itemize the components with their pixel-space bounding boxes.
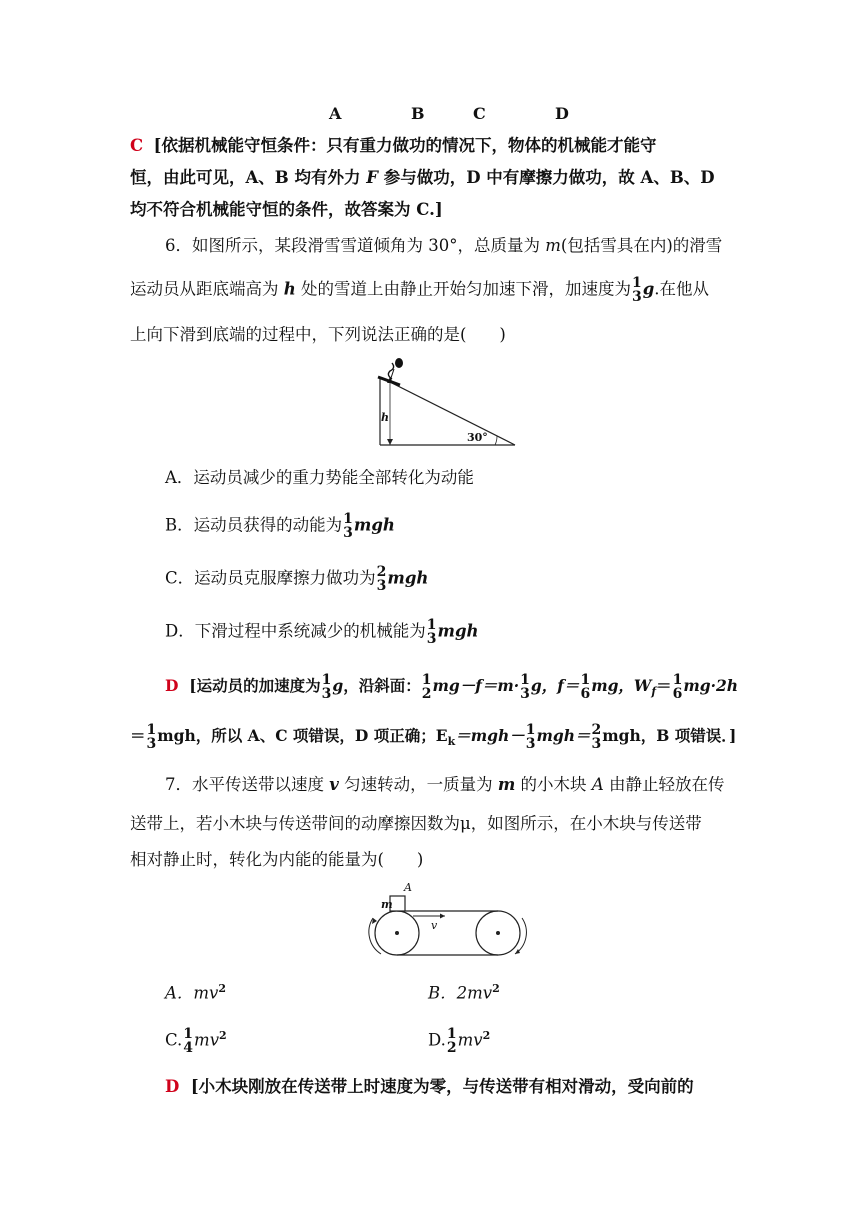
q7-option-a: A．$mv^2$	[165, 982, 227, 1003]
q6-line1: 6．如图所示，某段滑雪雪道倾角为 30°，总质量为 m(包括雪具在内)的滑雪	[165, 236, 723, 255]
label-d: D	[555, 104, 569, 123]
q7-option-d: D. 1 2 $mv^2$	[428, 1026, 491, 1056]
q7-option-b: B．$2mv^2$	[428, 982, 500, 1003]
q6-option-c: C．运动员克服摩擦力做功为 2 3 mgh	[165, 564, 429, 594]
q7-line2: 送带上，若小木块与传送带间的动摩擦因数为μ，如图所示，在小木块与传送带	[130, 814, 702, 833]
q6-line2: 运动员从距底端高为 h 处的雪道上由静止开始匀加速下滑，加速度为 1 3 g.在他从	[130, 275, 710, 305]
q7-line1: 7．水平传送带以速度 v 匀速转动，一质量为 m 的小木块 A 由静止轻放在传	[165, 775, 725, 794]
q6-answer-line1: D [运动员的加速度为 1 3 g，沿斜面： 1 2 mg－f＝m· 1 3 g，f＝ 1 6 mg，$W_f=$ 1 6 mg·2h	[165, 672, 739, 702]
block-a-label: A	[404, 881, 412, 894]
label-c: C	[473, 104, 486, 123]
q7-option-c: C. 1 4 $mv^2$	[165, 1026, 227, 1056]
q5-answer-letter: C	[130, 136, 144, 155]
q6-option-b: B．运动员获得的动能为 1 3 mgh	[165, 511, 395, 541]
block-mass-label: m	[381, 898, 393, 911]
q7-answer-line1: D [小木块刚放在传送带上时速度为零，与传送带有相对滑动，受向前的	[165, 1077, 694, 1096]
label-a: A	[329, 104, 342, 123]
slope-figure	[370, 355, 520, 450]
q5-answer-line1: C [依据机械能守恒条件：只有重力做功的情况下，物体的机械能才能守	[130, 136, 657, 155]
q6-answer-line2: ＝ 1 3 mgh，所以 A、C 项错误，D 项正确；$E_k=mgh-$ 1 3 mgh＝ 2 3 mgh，B 项错误．]	[130, 722, 737, 752]
slope-height-label: h	[381, 411, 389, 424]
conveyor-belt-figure	[365, 884, 535, 959]
q6-option-d: D．下滑过程中系统减少的机械能为 1 3 mgh	[165, 617, 479, 647]
belt-velocity-label: v	[431, 919, 438, 932]
slope-angle-label: 30°	[467, 431, 488, 444]
q5-answer-line2: 恒，由此可见，A、B 均有外力 F 参与做功，D 中有摩擦力做功，故 A、B、D	[130, 168, 715, 187]
fraction-1-3: 1 3	[632, 275, 642, 305]
q7-line3: 相对静止时，转化为内能的能量为( )	[130, 850, 424, 869]
q5-answer-line3: 均不符合机械能守恒的条件，故答案为 C.]	[130, 200, 443, 219]
label-b: B	[411, 104, 425, 123]
q6-line3: 上向下滑到底端的过程中，下列说法正确的是( )	[130, 325, 506, 344]
q6-option-a: A．运动员减少的重力势能全部转化为动能	[165, 468, 474, 487]
